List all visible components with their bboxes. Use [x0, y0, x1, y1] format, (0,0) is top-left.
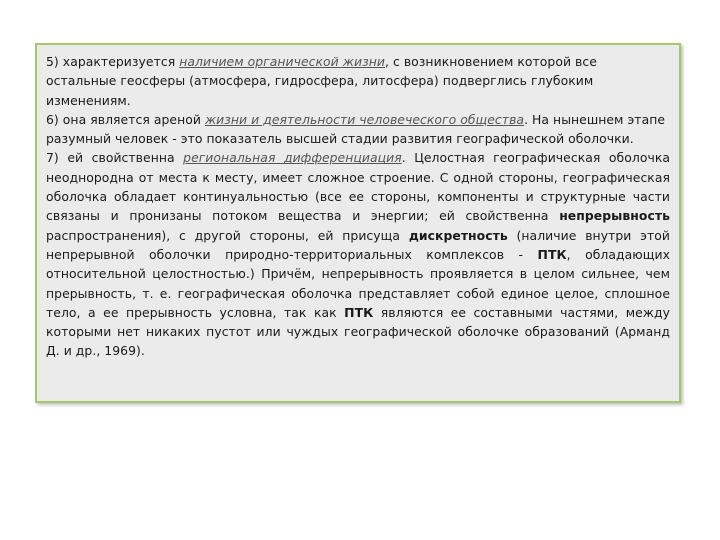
p7-emphasis: региональная дифференциация: [183, 150, 402, 166]
p7-term-ptk-1: ПТК: [537, 246, 567, 262]
p6-text-start: 6) она является ареной: [46, 111, 205, 127]
p7-term-continuity: непрерывность: [559, 208, 670, 224]
p7-text-start: 7) ей свойственна: [46, 150, 184, 166]
p7-text-4: , обладающих относительной целостностью.) Причём, непрерывность проявляется в целом сильнее, чем прерывность, т. е. географическая оболочка представляет собой единое целое, сплошное тело, а ее прерывность условна, так как: [46, 246, 670, 320]
p7-term-ptk-2: ПТК: [344, 304, 374, 320]
p7-term-discreteness: дискретность: [408, 227, 508, 243]
p7-text-3: (наличие внутри этой непрерывной оболочки природно-территориальных комплексов -: [46, 227, 670, 262]
paragraph-7: [46, 148, 670, 360]
paragraph-6: [46, 110, 670, 149]
p5-text-start: 5) характеризуется: [46, 54, 180, 69]
p5-emphasis: наличием органической жизни: [179, 54, 385, 69]
p7-text-2: распространения), с другой стороны, ей присуща: [46, 227, 409, 243]
p5-text-end: , с возникновением которой все остальные геосферы (атмосфера, гидросфера, литосфера) подверглись глубоким изменениям.: [46, 54, 597, 108]
p6-emphasis: жизни и деятельности человеческого общества: [204, 111, 525, 127]
p7-text-1: . Целостная географическая оболочка неоднородна от места к месту, имеет сложное строение. С одной стороны, географическая оболочка обладает континуальностью (все ее стороны, компоненты и структурные части связаны и пронизаны потоком вещества и энергии; ей свойственна: [46, 150, 670, 224]
paragraph-5: [46, 52, 670, 110]
p6-text-end: . На нынешнем этапе разумный человек - это показатель высшей стадии развития географической оболочки.: [46, 111, 666, 147]
content-box: [35, 43, 681, 403]
p7-text-end: являются ее составными частями, между которыми нет никаких пустот или чуждых географической оболочке образований (Арманд Д. и др., 1969).: [46, 304, 670, 359]
